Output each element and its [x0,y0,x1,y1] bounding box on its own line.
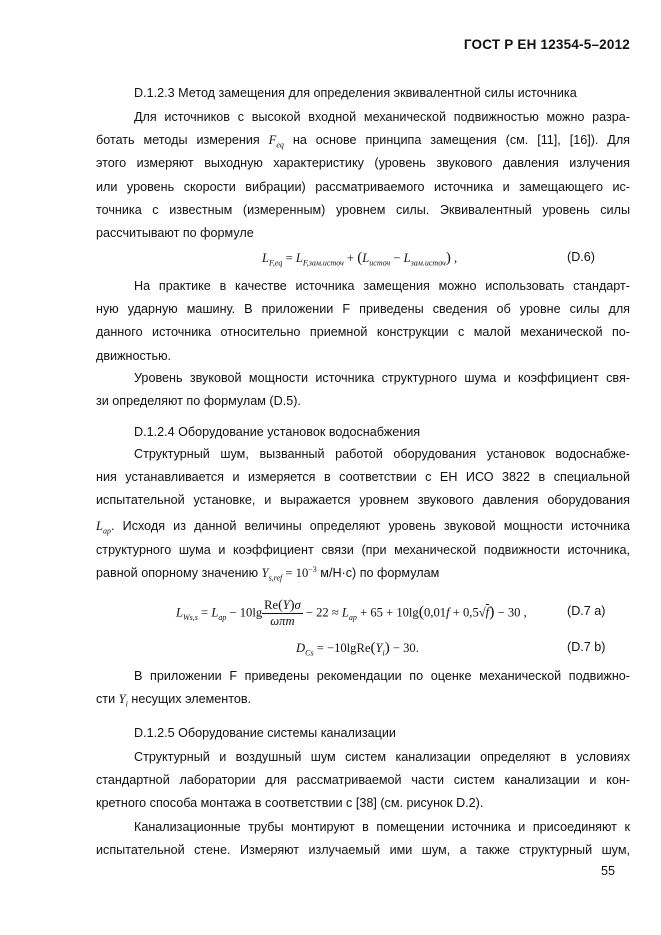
text-line: Уровень звуковой мощности источника структурного шума и коэффициент свя- [134,371,630,385]
text-line: ботать методы измерения $F_{eq}$ на основе принципа замещения (см. [11], [16]). Для [96,133,630,150]
text-line: испытательной стене. Измеряют излучаемый ими шум, а также структурный шум, [96,843,630,858]
paragraph-impact-machine [96,275,630,368]
text-line: ния устанавливается и измеряется в соответствии с ЕН ИСО 3822 в специальной [96,470,630,485]
equation-label-d7a: (D.7 а) [567,604,606,618]
text-line: В приложении F приведены рекомендации по оценке механической подвижно- [134,669,630,683]
text-line: Канализационные трубы монтируют в помещении источника и присоединяют к [134,820,630,834]
paragraph-power-level [96,367,630,413]
page-number: 55 [600,864,615,878]
text-line: или уровень скорости вибрации) рассматриваемого источника и замещающего ис- [96,179,630,194]
equation-d6: $L_{F,eq} = L_{F,зам.источ} + (L_{источ} - L_{зам.источ})$ , [262,250,458,268]
text-line: данного источника относительно приемной конструкции с малой механической по- [96,325,630,340]
text-line: Структурный шум, вызванный работой оборудования установок водоснабже- [134,447,630,461]
paragraph-mobility-estimation [96,665,630,711]
text-line: точника с известным (измеренным) уровнем силы. Эквивалентный уровень силы [96,202,630,217]
paragraph-sewage-pipes [96,816,630,862]
equation-label-d7b: (D.7 b) [567,640,606,654]
text-line: Структурный и воздушный шум систем канализации определяют в условиях [134,750,630,764]
text-line: На практике в качестве источника замещения можно использовать стандарт- [134,279,630,293]
text-line: рассчитывают по формуле [96,226,254,241]
section-title-d125: D.1.2.5 Оборудование системы канализации [134,726,396,740]
formula-y-i: $Y_i$ [118,692,128,709]
text-line: стандартной лаборатории для рассматриваемой части систем канализации и кон- [96,773,630,788]
text-line: Для источников с высокой входной механической подвижностью можно разра- [134,110,630,124]
text-line: сти $Y_i$ несущих элементов. [96,692,252,709]
text-line: этого измеряют выходную характеристику (уровень звукового давления излучения [96,156,630,171]
formula-y-ref: $Y_{s,ref}$ [261,565,283,583]
text-line: $L_{ap}$. Исходя из данной величины определяют уровень звуковой мощности источника [96,518,630,536]
section-title-d123: D.1.2.3 Метод замещения для определения эквивалентной силы источника [134,86,577,100]
text-line: равной опорному значению $Y_{s,ref} = 10^{-3}$ м/Н·с) по формулам [96,564,440,583]
text-line: ную ударную машину. В приложении F приведены сведения об уровне силы для [96,302,630,317]
formula-l-ap: $L_{ap}$ [96,518,112,536]
text-line: кретного способа монтажа в соответствии с [38] (см. рисунок D.2). [96,796,484,811]
text-line: движностью. [96,348,172,363]
paragraph-water-installations [96,443,630,585]
standard-header: ГОСТ Р ЕН 12354-5–2012 [463,37,630,52]
text-line: испытательной установке, и выражается уровнем звукового давления оборудования [96,493,630,508]
equation-d7b: $D_{Cs}$ = $-10lgRe(Y_i) - 30$. [296,640,419,658]
text-line: зи определяют по формулам (D.5). [96,394,301,409]
section-title-d124: D.1.2.4 Оборудование установок водоснабжения [134,425,421,439]
equation-d7a: $L_{Ws,s} = L_{ap} - 10\lg$ $\frac{Re(Y)\sigma}{\text{ωπm}}$ − $22 \approx L_{ap} + 65 + 10\lg(0,01f + 0,5√f) - 30$ , [176,598,527,628]
text-line: структурного шума и коэффициент связи (при механической подвижности источника, [96,542,630,557]
equation-label-d6: (D.6) [567,250,595,264]
paragraph-sewage-systems [96,746,630,816]
paragraph-substitution-method [96,106,630,245]
formula-f-eq: $F_{eq}$ [268,133,284,150]
